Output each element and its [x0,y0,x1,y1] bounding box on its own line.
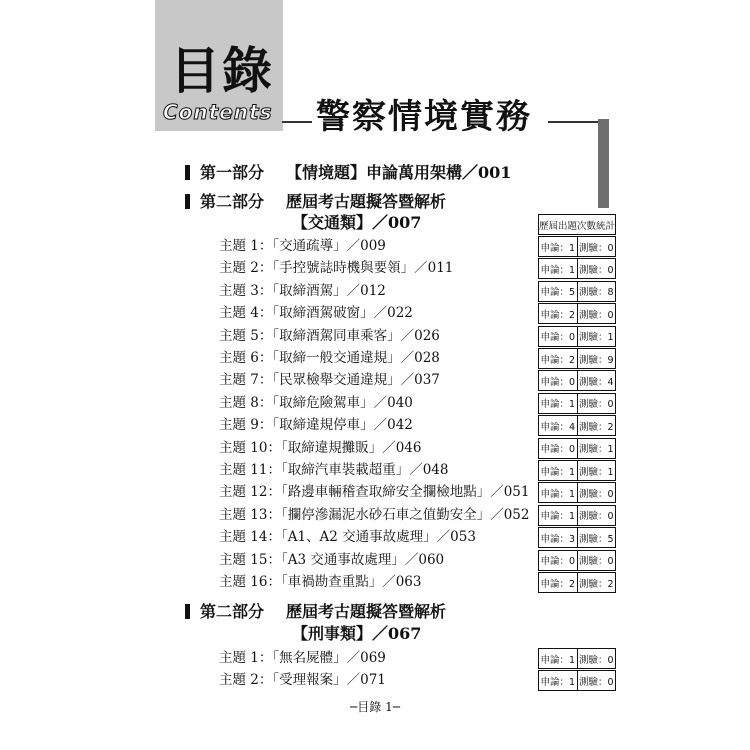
stat-cell [538,236,616,257]
test-count: 測驗：0 [577,394,616,413]
essay-count: 申論：1 [540,488,576,500]
essay-count: 申論：4 [540,421,576,433]
page-footer: ─目錄 1─ [350,700,400,714]
toc-entry[interactable]: 主題 11：「取締汽車裝載超重」／048 [219,462,449,478]
test-count: 測驗：9 [577,349,616,368]
contents-label: Contents [163,100,273,124]
stat-cell [538,370,616,391]
test-count: 測驗：0 [577,237,616,256]
toc-entry[interactable]: 主題 13：「攔停滲漏泥水砂石車之值勤安全」／052 [219,506,530,523]
toc-entry[interactable]: 主題 9：「取締違規停車」／042 [219,417,413,434]
test-count: 測驗：5 [577,528,616,547]
part-1-text: 【情境題】申論萬用架構／001 [286,163,512,182]
essay-count: 申論：1 [540,676,576,688]
stat-cell [538,460,616,481]
essay-count: 申論：1 [540,399,576,411]
stat-cell [538,348,616,369]
essay-count: 申論：0 [540,376,576,388]
part-3-text: 歷屆考古題擬答暨解析 [286,602,447,621]
test-count: 測驗：2 [577,573,616,592]
toc-entry[interactable]: 主題 12：「路邊車輛稽查取締安全攔檢地點」／051 [219,484,530,501]
stat-cell [538,572,616,593]
toc-entry[interactable]: 主題 14：「A1、A2 交通事故處理」／053 [219,529,476,546]
essay-count: 申論：1 [540,466,576,478]
part-1-heading[interactable] [185,165,511,181]
title-rule-right [548,121,604,123]
essay-count: 申論：2 [540,309,576,321]
essay-count: 申論：5 [540,287,576,299]
toc-entry[interactable]: 主題 3：「取締酒駕」／012 [219,282,386,299]
stat-cell [538,415,616,436]
stats-header: 歷屆出題次數統計 [538,214,616,235]
part-3-heading[interactable] [185,604,446,620]
test-count: 測驗：0 [577,649,616,668]
test-count: 測驗：0 [577,304,616,323]
part-2-label: 第二部分 [200,192,265,211]
essay-count: 申論：3 [540,533,576,545]
essay-count: 申論：2 [540,354,576,366]
stat-cell [538,303,616,324]
essay-count: 申論：1 [540,242,576,254]
bullet-mark [185,165,190,180]
stat-cell [538,527,616,548]
stat-cell [538,505,616,526]
essay-count: 申論：1 [540,264,576,276]
stat-cell [538,438,616,459]
part-1-label: 第一部分 [200,163,265,182]
toc-heading: 目錄 [170,42,274,100]
essay-count: 申論：0 [540,332,576,344]
stat-cell [538,550,616,571]
book-title: 警察情境實務 [316,97,532,137]
stat-cell [538,393,616,414]
essay-count: 申論：1 [540,654,576,666]
part-2-heading[interactable] [185,194,446,210]
stat-cell [538,482,616,503]
toc-entry[interactable]: 主題 7：「民眾檢舉交通違規」／037 [219,372,440,389]
toc-entry[interactable]: 主題 2：「手控號誌時機與要領」／011 [219,260,454,277]
toc-entry[interactable]: 主題 6：「取締一般交通違規」／028 [219,350,440,366]
stat-cell [538,258,616,279]
toc-entry[interactable]: 主題 10：「取締違規攤販」／046 [219,439,422,456]
test-count: 測驗：0 [577,671,616,690]
part-2-text: 歷屆考古題擬答暨解析 [286,192,447,211]
test-count: 測驗：8 [577,282,616,301]
toc-entry[interactable]: 主題 16：「車禍勘查重點」／063 [219,574,422,590]
traffic-section-heading: 【交通類】／007 [292,213,422,232]
test-count: 測驗：1 [577,439,616,458]
test-count: 測驗：0 [577,483,616,502]
essay-count: 申論：2 [540,578,576,590]
toc-entry[interactable]: 主題 8：「取締危險駕車」／040 [219,394,413,411]
bullet-mark [185,604,190,619]
toc-entry[interactable]: 主題 1：「交通疏導」／009 [219,238,386,254]
toc-entry[interactable]: 主題 2：「受理報案」／071 [219,672,386,689]
essay-count: 申論：0 [540,444,576,456]
test-count: 測驗：4 [577,371,616,390]
test-count: 測驗：2 [577,416,616,435]
test-count: 測驗：0 [577,259,616,278]
toc-entry[interactable]: 主題 4：「取締酒駕破窗」／022 [219,305,413,322]
stat-cell [538,326,616,347]
test-count: 測驗：1 [577,327,616,346]
essay-count: 申論：0 [540,556,576,568]
decorative-bar [598,119,609,208]
criminal-section-heading: 【刑事類】／067 [292,624,422,643]
test-count: 測驗：1 [577,461,616,480]
toc-entry[interactable]: 主題 5：「取締酒駕同車乘客」／026 [219,327,440,344]
stat-cell [538,648,616,669]
test-count: 測驗：0 [577,551,616,570]
stat-cell [538,281,616,302]
bullet-mark [185,194,190,209]
toc-entry[interactable]: 主題 15：「A3 交通事故處理」／060 [219,551,445,568]
stat-cell [538,670,616,691]
title-rule-left [282,121,312,123]
toc-entry[interactable]: 主題 1：「無名屍體」／069 [219,650,386,666]
essay-count: 申論：1 [540,511,576,523]
test-count: 測驗：0 [577,506,616,525]
part-3-label: 第二部分 [200,602,265,621]
